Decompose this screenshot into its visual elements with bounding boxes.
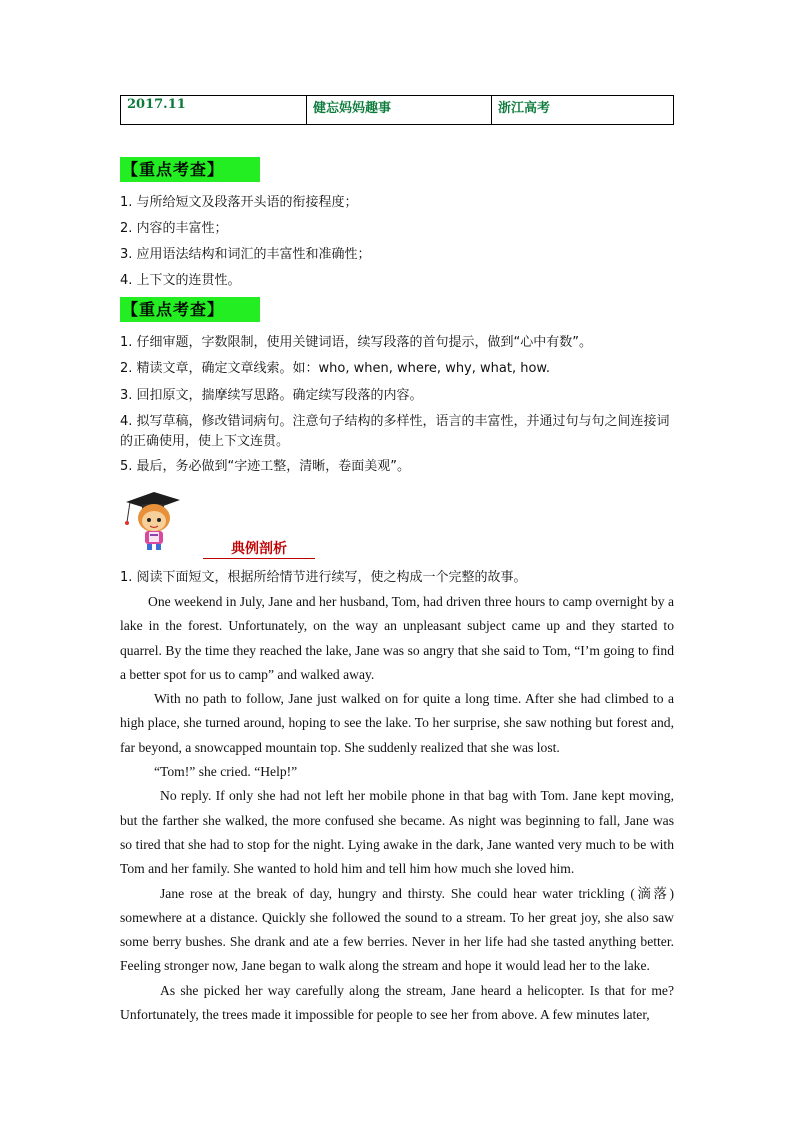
- section2-item: 4. 拟写草稿，修改错词病句。注意句子结构的多样性，语言的丰富性，并通过句与句之间连接词的正确使用，使上下文连贯。: [120, 414, 670, 449]
- section1-item: 1. 与所给短文及段落开头语的衔接程度；: [120, 195, 358, 210]
- source-cell: 浙江高考: [491, 96, 673, 124]
- section2-item: 5. 最后，务必做到“字迹工整，清晰，卷面美观”。: [120, 459, 411, 474]
- date-cell: 2017.11: [127, 97, 186, 112]
- passage-paragraph: As she picked her way carefully along the stream, Jane heard a helicopter. Is that for me? Unfortunately, the trees made it impossible for people to see her from above. A few minutes later,: [120, 982, 674, 1023]
- passage-paragraph: One weekend in July, Jane and her husband, Tom, had driven three hours to camp overnight by a lake in the forest. Unfortunately, on the way an unpleasant subject came up and they started to quarrel. By the time they reached the lake, Jane was so angry that she said to Tom, “I’m going to find a better spot for us to camp” and walked away.: [120, 594, 674, 682]
- section1-item: 2. 内容的丰富性；: [120, 221, 228, 236]
- section2-item: 3. 回扣原文，揣摩续写思路。确定续写段落的内容。: [120, 388, 423, 403]
- topic-cell: 健忘妈妈趣事: [306, 96, 491, 124]
- passage-paragraph: “Tom!” she cried. “Help!”: [154, 764, 298, 780]
- example-title: 典例剖析: [203, 540, 315, 559]
- section1-heading: 【重点考查】: [120, 157, 260, 182]
- section2-heading: 【重点考查】: [120, 297, 260, 322]
- section2-item: 1. 仔细审题，字数限制，使用关键词语，续写段落的首句提示，做到“心中有数”。: [120, 335, 593, 350]
- reading-passage: [120, 590, 674, 1027]
- graduate-mascot-icon: [124, 488, 182, 552]
- passage-paragraph: Jane rose at the break of day, hungry and thirsty. She could hear water trickling (滴落) somewhere at a distance. Quickly she followed the sound to a stream. To her great joy, she also saw some berry bushes. She drank and ate a few berries. Never in her life had she tasted anything better. Feeling stronger now, Jane began to walk along the stream and hope it would lead her to the lake.: [120, 885, 674, 974]
- passage-paragraph: With no path to follow, Jane just walked on for quite a long time. After she had climbed to a high place, she turned around, hoping to see the lake. To her surprise, she saw nothing but forest and, far beyond, a snowcapped mountain top. She suddenly realized that she was lost.: [120, 691, 674, 755]
- passage-paragraph: No reply. If only she had not left her mobile phone in that bag with Tom. Jane kept moving, but the farther she walked, the more confused she became. As night was beginning to fall, Jane was so tired that she had to stop for the night. Lying awake in the dark, Jane wanted very much to be with Tom and her family. She wanted to hold him and tell him how much she loved him.: [120, 788, 674, 877]
- section1-item: 4. 上下文的连贯性。: [120, 273, 241, 288]
- info-table: [120, 95, 674, 125]
- section1-item: 3. 应用语法结构和词汇的丰富性和准确性；: [120, 247, 371, 262]
- example-instruction: 1. 阅读下面短文，根据所给情节进行续写，使之构成一个完整的故事。: [120, 570, 527, 585]
- section2-item: 2. 精读文章，确定文章线索。如：who, when, where, why, what, how.: [120, 361, 550, 376]
